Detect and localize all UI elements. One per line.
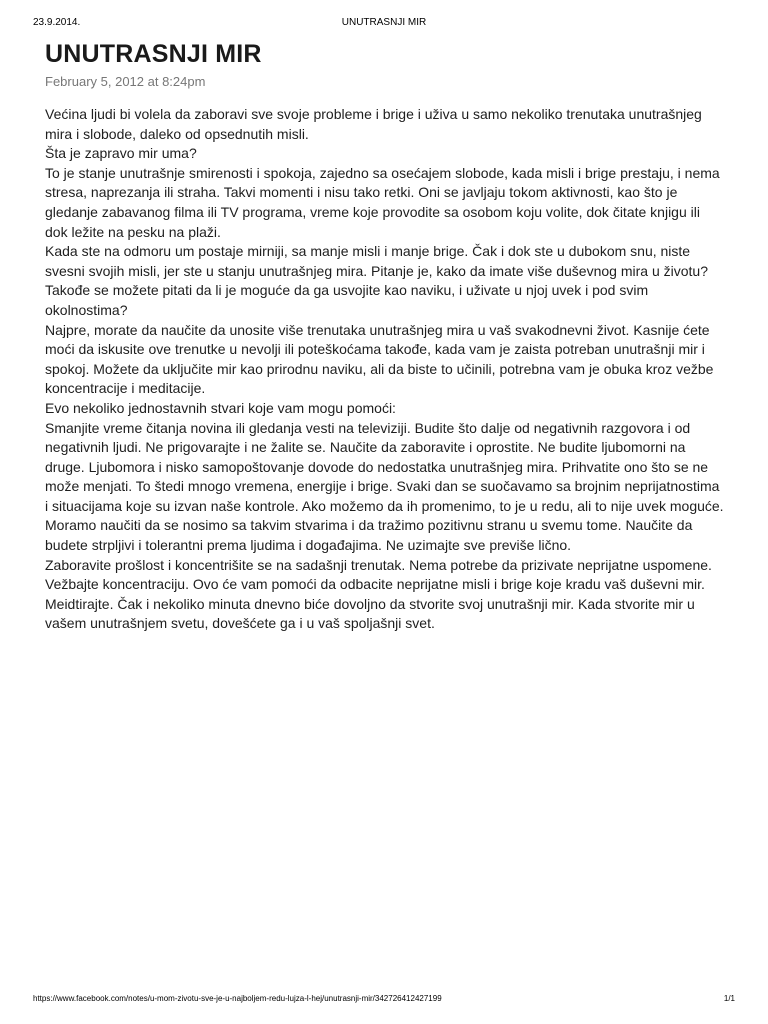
note-timestamp: February 5, 2012 at 8:24pm bbox=[45, 74, 206, 89]
print-header-title: UNUTRASNJI MIR bbox=[341, 17, 427, 28]
print-header bbox=[33, 17, 735, 31]
paragraph: Smanjite vreme čitanja novina ili gledanja vesti na televiziji. Budite što dalje od negativnih razgovora i od negativnih ljudi. Ne prigovarajte i ne žalite se. Naučite da zaboravite i oprostite. Ne budite ljubomorni na druge. Ljubomora i nisko samopoštovanje dovode do nedostatka unutrašnjeg mira. Prihvatite ono što se ne može menjati. To štedi mnogo vremena, energije i brige. Svaki dan se suočavamo sa brojnim neprijatnostima i situacijama koje su izvan naše kontrole. Ako možemo da ih promenimo, to je u redu, ali to nije uvek moguće. Moramo naučiti da se nosimo sa takvim stvarima i da tražimo pozitivnu stranu u svemu tome. Naučite da budete strpljivi i tolerantni prema ljudima i događajima. Ne uzimajte sve previše lično. bbox=[45, 419, 724, 554]
print-date: 23.9.2014. bbox=[33, 17, 81, 28]
paragraph: Evo nekoliko jednostavnih stvari koje vam mogu pomoći: bbox=[45, 399, 396, 416]
paragraph: Kada ste na odmoru um postaje mirniji, sa manje misli i manje brige. Čak i dok ste u dubokom snu, niste svesni svojih misli, jer ste u stanju unutrašnjeg mira. Pitanje je, kako da imate više duševnog mira u životu? Takođe se možete pitati da li je moguće da ga usvojite kao naviku, i uživate u njoj uvek i pod svim okolnostima? bbox=[45, 243, 708, 318]
paragraph: Najpre, morate da naučite da unosite više trenutaka unutrašnjeg mira u vaš svakodnevni život. Kasnije ćete moći da iskusite ove trenutke u nevolji ili poteškoćama takođe, kada vam je zaista potreban unutrašnji mir i spokoj. Možete da uključite mir kao prirodnu naviku, ali da biste to učinili, potrebna vam je obuka kroz vežbe koncentracije i meditacije. bbox=[45, 321, 714, 397]
paragraph: To je stanje unutrašnje smirenosti i spokoja, zajedno sa osećajem slobode, kada misli i brige prestaju, i nema stresa, naprezanja ili straha. Takvi momenti i nisu tako retki. Oni se javljaju tokom aktivnosti, kao što je gledanje zabavanog filma ili TV programa, vreme koje provodite sa osobom koju volite, dok čitate knjigu ili dok ležite na pesku na plaži. bbox=[45, 164, 720, 240]
paragraph: Zaboravite prošlost i koncentrišite se na sadašnji trenutak. Nema potrebe da prizivate neprijatne uspomene. Vežbajte koncentraciju. Ovo će vam pomoći da odbacite neprijatne misli i brige koje kradu vaš duševni mir. Meidtirajte. Čak i nekoliko minuta dnevno biće dovoljno da stvorite svoj unutrašnji mir. Kada stvorite mir u vašem unutrašnjem svetu, dovešćete ga i u vaš spoljašnji svet. bbox=[45, 556, 712, 632]
paragraph: Šta je zapravo mir uma? bbox=[45, 145, 197, 162]
page-number: 1/1 bbox=[723, 994, 735, 1003]
note-body bbox=[45, 105, 725, 634]
source-url: https://www.facebook.com/notes/u-mom-zivotu-sve-je-u-najboljem-redu-lujza-l-hej/unutrasnji-mir/342726412427199 bbox=[33, 994, 442, 1003]
note-title: UNUTRASNJI MIR bbox=[45, 40, 262, 68]
paragraph: Većina ljudi bi volela da zaboravi sve svoje probleme i brige i uživa u samo nekoliko trenutaka unutrašnjeg mira i slobode, daleko od opsednutih misli. bbox=[45, 106, 702, 142]
print-footer bbox=[33, 994, 735, 1006]
